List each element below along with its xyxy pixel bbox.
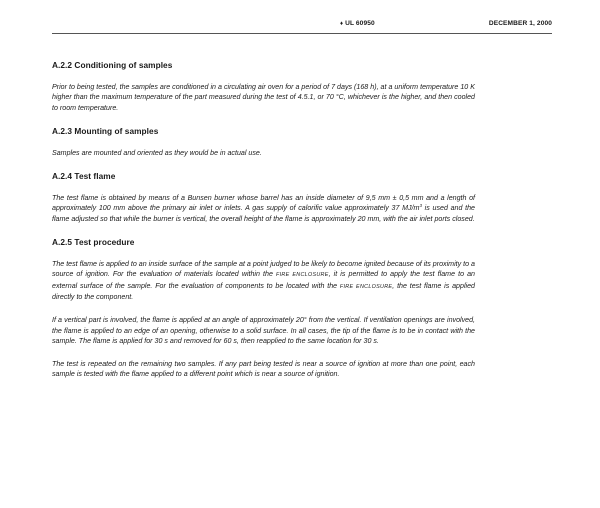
header-rule (52, 33, 552, 34)
header-date: DECEMBER 1, 2000 (488, 20, 552, 27)
paragraph-conditioning: Prior to being tested, the samples are conditioned in a circulating air oven for a period of 7 days (168 h), at a uniform temperature 10 K higher than the maximum temperature of the part measured during the test of 4.5.1, or 70 °C, whichever is the higher, and then cooled to room temperature. (52, 83, 475, 112)
header-standard-number: UL 60950 (345, 20, 375, 27)
text-run: , the test flame is applied directly to the component. (52, 281, 475, 301)
text-run: is used and the flame adjusted so that while the burner is vertical, the overall height of the flame is approximately 20 mm, with the air inlet ports closed. (52, 204, 475, 223)
defined-term: FIRE ENCLOSURE (275, 272, 329, 279)
text-run: The test flame is applied to an inside surface of the sample at a point judged to be likely to become ignited because of its proximity to a source of ignition. For the evaluation of materials located within the (52, 260, 475, 279)
text-run: , it is permitted to apply the test flame to an external surface of the sample. For the evaluation of components to be located with the (52, 270, 475, 290)
section-heading-a24: A.2.4 Test flame (52, 171, 116, 182)
superscript: 3 (419, 203, 422, 209)
section-heading-a22: A.2.2 Conditioning of samples (52, 60, 173, 70)
diamond-bullet-icon: ♦ (340, 21, 344, 27)
paragraph-procedure-3: The test is repeated on the remaining two samples. If any part being tested is near a source of ignition at more than one point, each sample is tested with the flame applied to a different point which is near a source of ignition. (52, 360, 475, 379)
header-standard (340, 20, 375, 27)
paragraph-procedure-2: If a vertical part is involved, the flame is applied at an angle of approximately 20° from the vertical. If ventilation openings are involved, the flame is applied to an edge of an opening, otherwise to a solid surface. In all cases, the tip of the flame is to be in contact with the sample. The flame is applied for 30 s and removed for 60 s, then reapplied to the same location for 30 s. (52, 316, 475, 345)
text-run: The test flame is obtained by means of a Bunsen burner whose barrel has an inside diameter of 9,5 mm ± 0,5 mm and a length of approximately 100 mm above the primary air inlet or inlets. A gas supply of calorific value approximately 37 MJ/m (52, 194, 475, 213)
paragraph-mounting: Samples are mounted and oriented as they would be in actual use. (52, 148, 262, 157)
paragraph-procedure-1 (52, 259, 475, 302)
paragraph-test-flame (52, 193, 475, 224)
section-heading-a23: A.2.3 Mounting of samples (52, 125, 159, 136)
document-body (52, 60, 475, 393)
section-heading-a25: A.2.5 Test procedure (52, 237, 135, 248)
defined-term: FIRE ENCLOSURE (339, 283, 393, 290)
page-header (52, 20, 552, 34)
